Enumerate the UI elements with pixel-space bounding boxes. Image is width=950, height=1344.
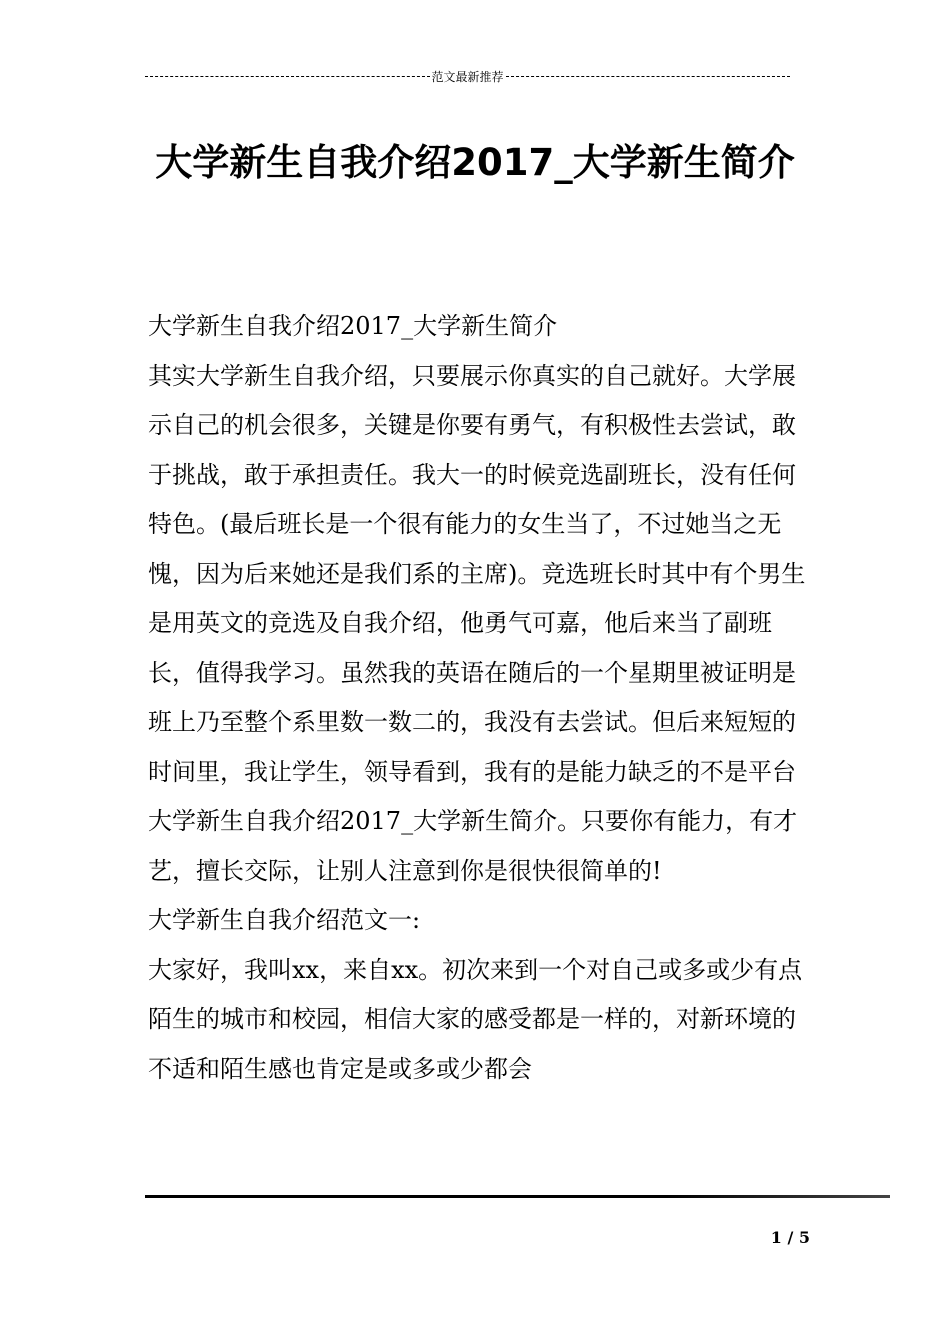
header-label: 范文最新推荐 bbox=[431, 69, 504, 84]
header-dash-left bbox=[145, 76, 430, 77]
paragraph-sample-heading: 大学新生自我介绍范文一: bbox=[148, 906, 421, 934]
paragraph-subtitle: 大学新生自我介绍2017_大学新生简介 bbox=[148, 312, 558, 340]
paragraph-sample-text: 大家好，我叫xx，来自xx。初次来到一个对自己或多或少有点陌生的城市和校园，相信大家的感受都是一样的，对新环境的不适和陌生感也肯定是或多或少都会 bbox=[148, 955, 803, 1083]
paragraph-intro: 其实大学新生自我介绍，只要展示你真实的自己就好。大学展示自己的机会很多，关键是你要有勇气，有积极性去尝试，敢于挑战，敢于承担责任。我大一的时候竞选副班长，没有任何特色。(最后班长是一个很有能力的女生当了，不过她当之无愧，因为后来她还是我们系的主席)。竞选班长时其中有个男生是用英文的竞选及自我介绍，他勇气可嘉，他后来当了副班长，值得我学习。虽然我的英语在随后的一个星期里被证明是班上乃至整个系里数一数二的，我没有去尝试。但后来短短的时间里，我让学生，领导看到，我有的是能力缺乏的不是平台大学新生自我介绍2017_大学新生简介。只要你有能力，有才艺，擅长交际，让别人注意到你是很快很简单的! bbox=[148, 361, 806, 885]
page-header bbox=[145, 66, 790, 86]
document-title: 大学新生自我介绍2017_大学新生简介 bbox=[155, 141, 795, 184]
document-body bbox=[148, 302, 813, 1094]
header-dash-right bbox=[506, 76, 791, 77]
page-number: 1 / 5 bbox=[770, 1228, 810, 1247]
footer-rule bbox=[145, 1195, 890, 1198]
